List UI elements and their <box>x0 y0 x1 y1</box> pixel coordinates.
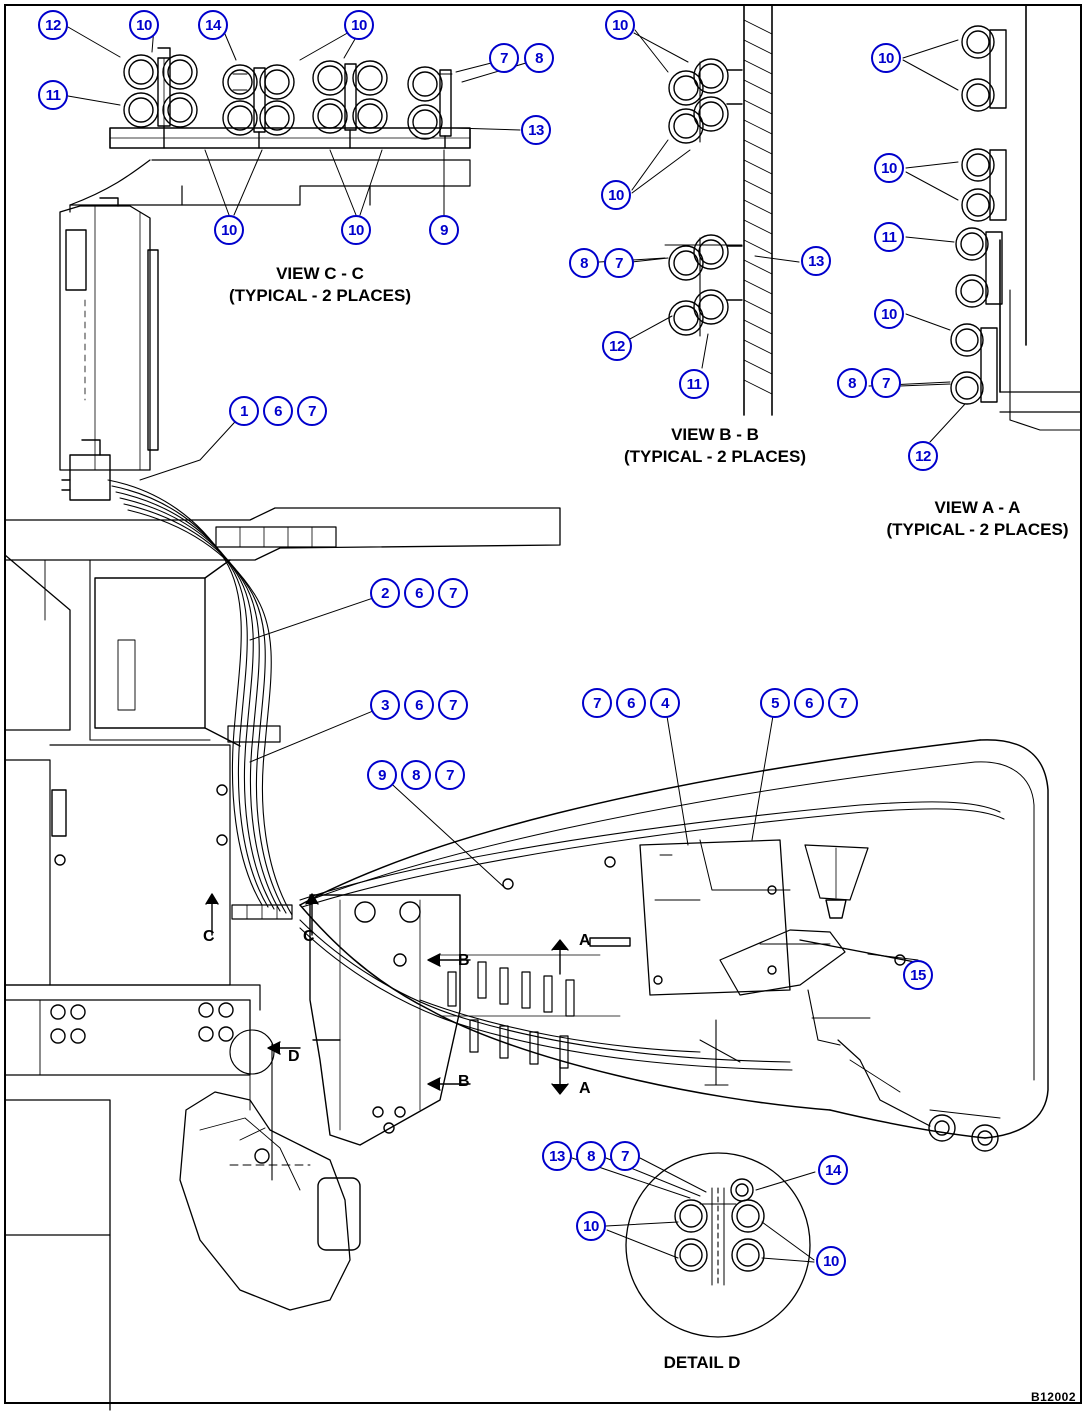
balloon-item-12[interactable]: 12 <box>602 331 632 361</box>
balloon-item-13[interactable]: 13 <box>801 246 831 276</box>
view-a-a-line1: VIEW A - A <box>934 498 1021 517</box>
view-label-c-c <box>210 263 430 307</box>
balloon-item-13[interactable]: 13 <box>521 115 551 145</box>
section-mark-b-bottom: B <box>458 1073 470 1090</box>
section-mark-a-bottom: A <box>579 1080 591 1097</box>
balloon-item-1[interactable]: 1 <box>229 396 259 426</box>
balloon-item-2[interactable]: 2 <box>370 578 400 608</box>
view-label-detail-d <box>622 1352 782 1374</box>
balloon-item-8[interactable]: 8 <box>524 43 554 73</box>
balloon-item-7[interactable]: 7 <box>438 690 468 720</box>
drawing-part-number: B12002 <box>1030 1390 1076 1404</box>
view-c-c-line2: (TYPICAL - 2 PLACES) <box>229 285 411 305</box>
balloon-item-7[interactable]: 7 <box>828 688 858 718</box>
balloon-item-3[interactable]: 3 <box>370 690 400 720</box>
section-mark-a-top: A <box>579 932 591 949</box>
balloon-item-5[interactable]: 5 <box>760 688 790 718</box>
balloon-item-10[interactable]: 10 <box>341 215 371 245</box>
balloon-item-4[interactable]: 4 <box>650 688 680 718</box>
drawing-border <box>4 4 1082 1404</box>
balloon-item-7[interactable]: 7 <box>489 43 519 73</box>
balloon-item-11[interactable]: 11 <box>874 222 904 252</box>
balloon-item-10[interactable]: 10 <box>214 215 244 245</box>
view-c-c-line1: VIEW C - C <box>276 264 364 283</box>
balloon-item-6[interactable]: 6 <box>404 578 434 608</box>
balloon-item-8[interactable]: 8 <box>569 248 599 278</box>
balloon-item-8[interactable]: 8 <box>576 1141 606 1171</box>
balloon-item-14[interactable]: 14 <box>818 1155 848 1185</box>
balloon-item-7[interactable]: 7 <box>297 396 327 426</box>
balloon-item-10[interactable]: 10 <box>816 1246 846 1276</box>
balloon-item-10[interactable]: 10 <box>874 153 904 183</box>
balloon-item-15[interactable]: 15 <box>903 960 933 990</box>
balloon-item-10[interactable]: 10 <box>605 10 635 40</box>
balloon-item-6[interactable]: 6 <box>404 690 434 720</box>
balloon-item-12[interactable]: 12 <box>908 441 938 471</box>
balloon-item-8[interactable]: 8 <box>837 368 867 398</box>
balloon-item-7[interactable]: 7 <box>610 1141 640 1171</box>
view-a-a-line2: (TYPICAL - 2 PLACES) <box>886 519 1069 539</box>
section-mark-c-left: C <box>203 928 215 945</box>
view-b-b-line1: VIEW B - B <box>671 425 759 444</box>
balloon-item-9[interactable]: 9 <box>367 760 397 790</box>
view-b-b-line2: (TYPICAL - 2 PLACES) <box>624 446 806 466</box>
view-label-b-b <box>605 424 825 468</box>
balloon-item-7[interactable]: 7 <box>871 368 901 398</box>
balloon-item-10[interactable]: 10 <box>129 10 159 40</box>
balloon-item-8[interactable]: 8 <box>401 760 431 790</box>
balloon-item-14[interactable]: 14 <box>198 10 228 40</box>
balloon-item-9[interactable]: 9 <box>429 215 459 245</box>
balloon-item-13[interactable]: 13 <box>542 1141 572 1171</box>
balloon-item-6[interactable]: 6 <box>263 396 293 426</box>
balloon-item-11[interactable]: 11 <box>38 80 68 110</box>
balloon-item-12[interactable]: 12 <box>38 10 68 40</box>
balloon-item-6[interactable]: 6 <box>616 688 646 718</box>
balloon-item-10[interactable]: 10 <box>576 1211 606 1241</box>
balloon-item-6[interactable]: 6 <box>794 688 824 718</box>
balloon-item-10[interactable]: 10 <box>871 43 901 73</box>
section-mark-c-right: C <box>303 928 315 945</box>
balloon-item-10[interactable]: 10 <box>874 299 904 329</box>
balloon-item-7[interactable]: 7 <box>438 578 468 608</box>
section-mark-d: D <box>288 1048 300 1065</box>
balloon-item-7[interactable]: 7 <box>582 688 612 718</box>
balloon-item-7[interactable]: 7 <box>435 760 465 790</box>
balloon-item-10[interactable]: 10 <box>344 10 374 40</box>
view-label-a-a <box>870 497 1085 541</box>
balloon-item-7[interactable]: 7 <box>604 248 634 278</box>
detail-d-line1: DETAIL D <box>663 1353 741 1372</box>
section-mark-b-top: B <box>458 952 470 969</box>
balloon-item-10[interactable]: 10 <box>601 180 631 210</box>
balloon-item-11[interactable]: 11 <box>679 369 709 399</box>
